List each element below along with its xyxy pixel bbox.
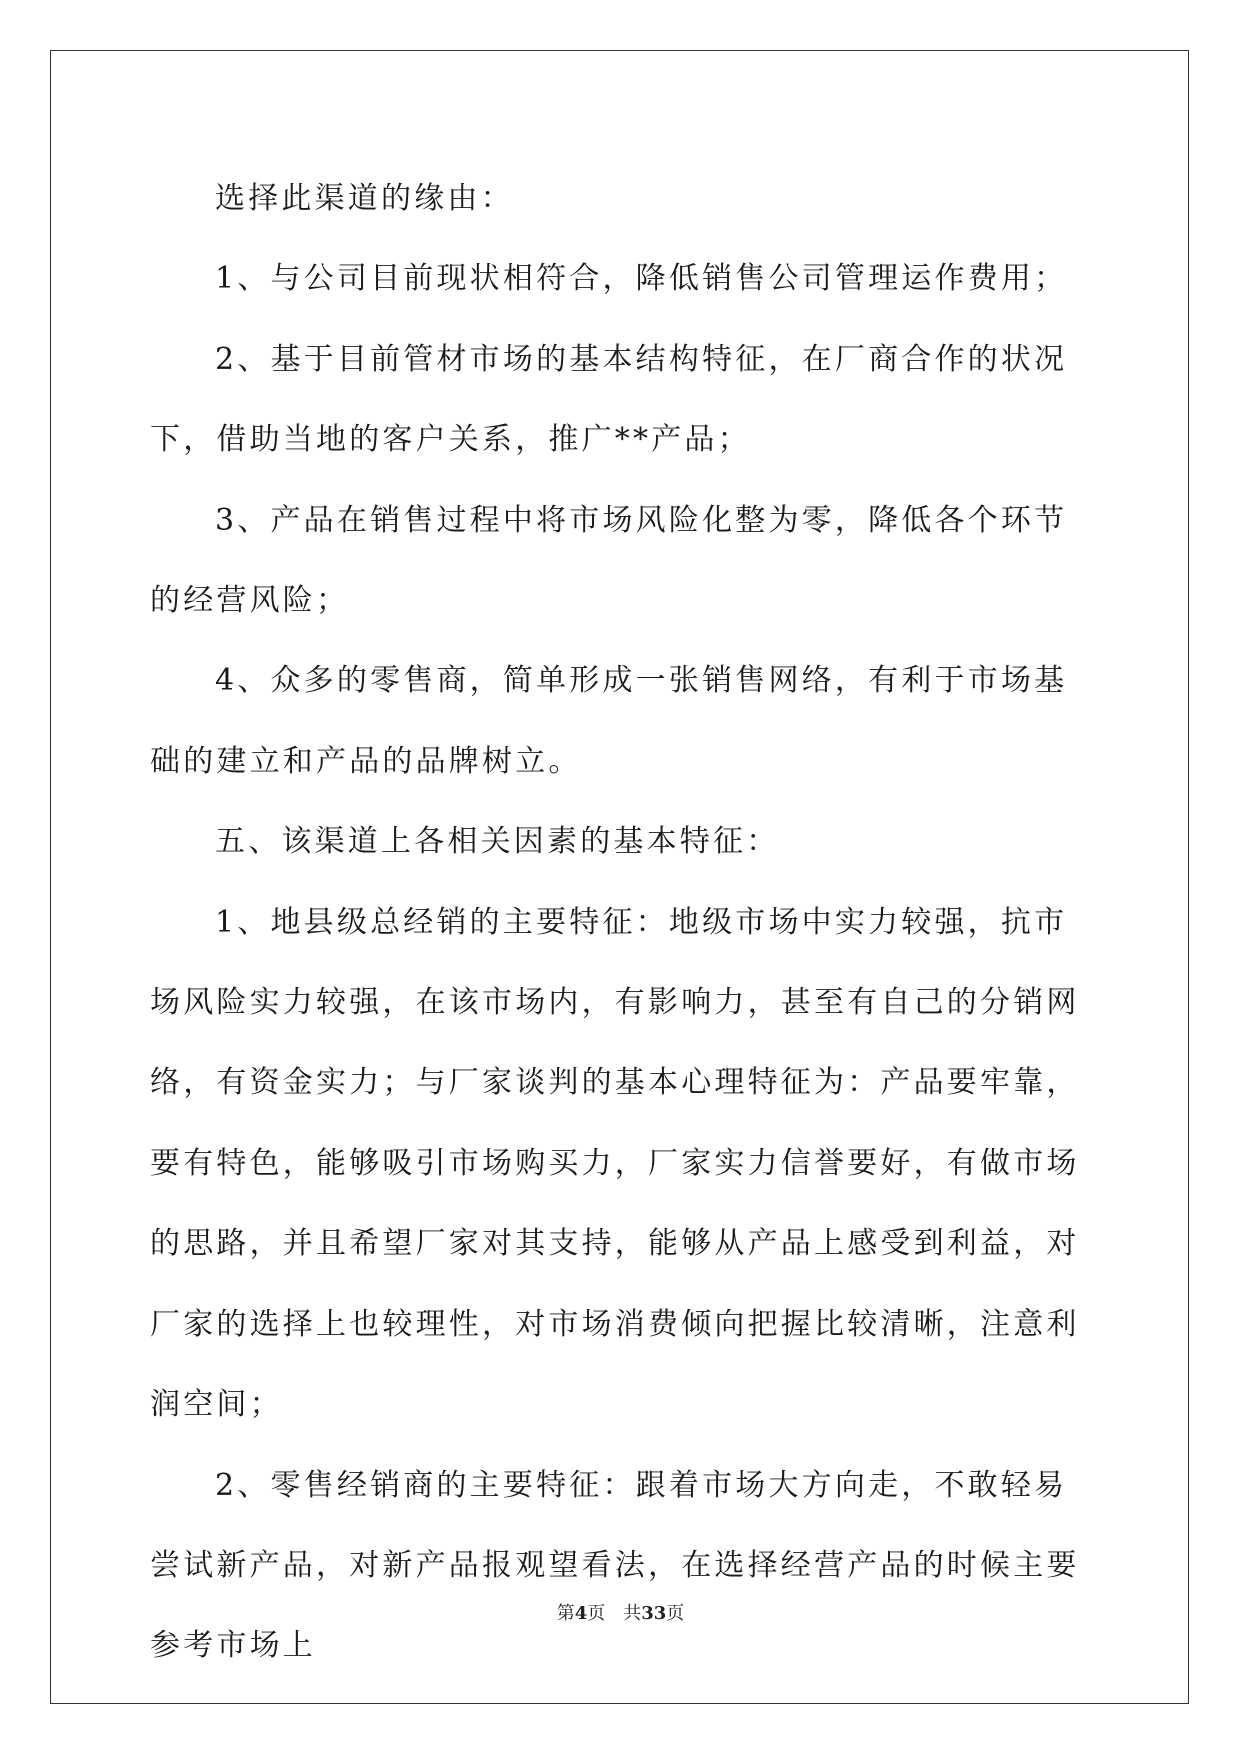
document-body [150, 159, 1090, 1687]
footer-page-mid: 页 [587, 1603, 606, 1624]
footer-page-prefix: 第 [556, 1603, 575, 1624]
paragraph-feature-2: 2、零售经销商的主要特征：跟着市场大方向走，不敢轻易尝试新产品，对新产品报观望看法，在选择经营产品的时候主要参考市场上 [150, 1467, 1080, 1664]
paragraph-reason-2: 2、基于目前管材市场的基本结构特征，在厂商合作的状况下，借助当地的客户关系，推广**产品； [150, 341, 1068, 458]
paragraph-reason-4: 4、众多的零售商，简单形成一张销售网络，有利于市场基础的建立和产品的品牌树立。 [150, 663, 1068, 779]
paragraph-reason-1: 1、与公司目前现状相符合，降低销售公司管理运作费用； [215, 261, 1068, 297]
paragraph-feature-1: 1、地县级总经销的主要特征：地级市场中实力较强，抗市场风险实力较强，在该市场内，有影响力，甚至有自己的分销网络，有资金实力；与厂家谈判的基本心理特征为：产品要牢靠，要有特色，能够吸引市场购买力，厂家实力信誉要好，有做市场的思路，并且希望厂家对其支持，能够从产品上感受到利益，对厂家的选择上也较理性，对市场消费倾向把握比较清晰，注意利润空间； [150, 904, 1080, 1423]
footer-total-prefix: 共 [623, 1603, 642, 1624]
footer-total-suffix: 页 [666, 1603, 685, 1624]
paragraph-channel-reason-heading: 选择此渠道的缘由： [215, 181, 514, 216]
footer-page-current: 4 [574, 1603, 588, 1624]
page-footer [0, 1599, 1241, 1625]
paragraph-reason-3: 3、产品在销售过程中将市场风险化整为零，降低各个环节的经营风险； [150, 502, 1068, 619]
section-heading-five: 五、该渠道上各相关因素的基本特征： [215, 824, 780, 860]
footer-page-total: 33 [641, 1603, 667, 1624]
